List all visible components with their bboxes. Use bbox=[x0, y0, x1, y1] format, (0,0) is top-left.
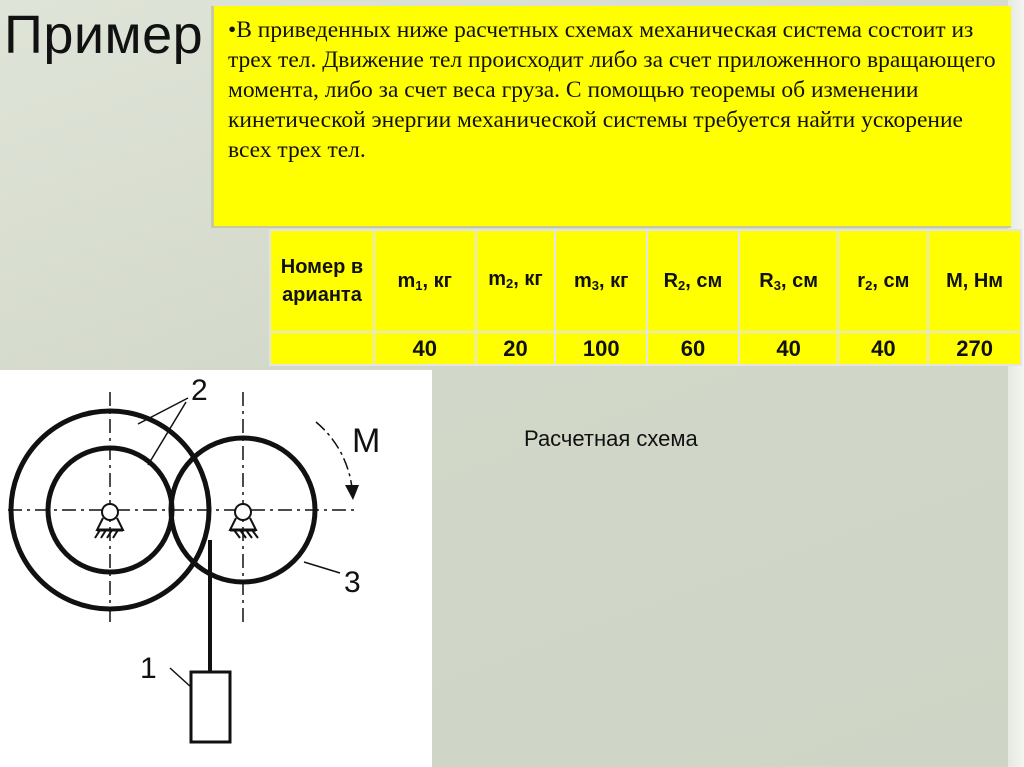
cell-variant bbox=[270, 332, 374, 365]
header-m1-unit: , кг bbox=[422, 269, 452, 292]
header-R2-unit: , см bbox=[685, 269, 723, 292]
moment-arrow bbox=[316, 422, 352, 488]
header-m3-sub: 3 bbox=[591, 277, 600, 293]
header-r2-unit: , см bbox=[872, 269, 910, 292]
table-values-row bbox=[270, 332, 1021, 365]
body3-support bbox=[230, 504, 258, 538]
header-r2 bbox=[838, 230, 928, 332]
header-M-label: M, Нм bbox=[946, 269, 1004, 292]
body2-support bbox=[95, 504, 123, 538]
header-R2-base: R bbox=[663, 269, 679, 292]
header-R3 bbox=[739, 230, 839, 332]
header-m2-unit: , кг bbox=[513, 267, 543, 290]
header-m3-unit: , кг bbox=[599, 269, 629, 292]
header-R2 bbox=[647, 230, 739, 332]
label-body2: 2 bbox=[191, 374, 208, 407]
mechanism-diagram-panel bbox=[0, 370, 432, 767]
header-variant-label: Номер варианта bbox=[280, 256, 364, 306]
label2-leader-inner bbox=[148, 402, 186, 465]
variant-table bbox=[269, 229, 1022, 366]
header-r2-base: r bbox=[857, 269, 866, 292]
header-variant bbox=[270, 230, 374, 332]
cell-m2: 20 bbox=[476, 332, 556, 365]
task-statement-box bbox=[211, 6, 1011, 228]
header-R3-base: R bbox=[759, 269, 774, 292]
cell-m3: 100 bbox=[555, 332, 647, 365]
body1-load bbox=[191, 672, 230, 742]
header-m1 bbox=[374, 230, 476, 332]
header-M bbox=[928, 230, 1021, 332]
header-m1-base: m bbox=[397, 269, 416, 292]
header-r2-sub: 2 bbox=[865, 277, 873, 293]
header-R3-sub: 3 bbox=[773, 277, 781, 293]
header-m3-base: m bbox=[573, 269, 592, 292]
label-moment: M bbox=[352, 422, 381, 460]
header-m2 bbox=[476, 230, 556, 332]
slide-title: Пример bbox=[4, 5, 204, 65]
mechanism-diagram bbox=[0, 370, 432, 767]
header-m2-base: m bbox=[488, 267, 507, 290]
label3-leader bbox=[304, 562, 340, 573]
moment-arrowhead bbox=[345, 485, 359, 500]
label-body3: 3 bbox=[344, 566, 361, 599]
header-m1-sub: 1 bbox=[415, 277, 423, 293]
cell-m1: 40 bbox=[374, 332, 476, 365]
diagram-caption: Расчетная схема bbox=[524, 426, 698, 451]
label-body1: 1 bbox=[140, 652, 157, 685]
header-R2-sub: 2 bbox=[678, 277, 686, 293]
cell-r2: 40 bbox=[838, 332, 928, 365]
header-m2-sub: 2 bbox=[506, 275, 514, 291]
header-m3 bbox=[555, 230, 647, 332]
cell-M: 270 bbox=[928, 332, 1021, 365]
cell-R2: 60 bbox=[647, 332, 739, 365]
table-header-row bbox=[270, 230, 1021, 332]
cell-R3: 40 bbox=[739, 332, 839, 365]
task-statement-text: •В приведенных ниже расчетных схемах механическая система состоит из трех тел. Движение тел происходит либо за счет приложенного вращающего момента, либо за счет веса груза. С помощью теоремы об изменении кинетической энергии механической системы требуется найти ускорение всех трех тел. bbox=[228, 17, 996, 163]
header-R3-unit: , см bbox=[780, 269, 818, 292]
label1-leader bbox=[170, 668, 192, 688]
